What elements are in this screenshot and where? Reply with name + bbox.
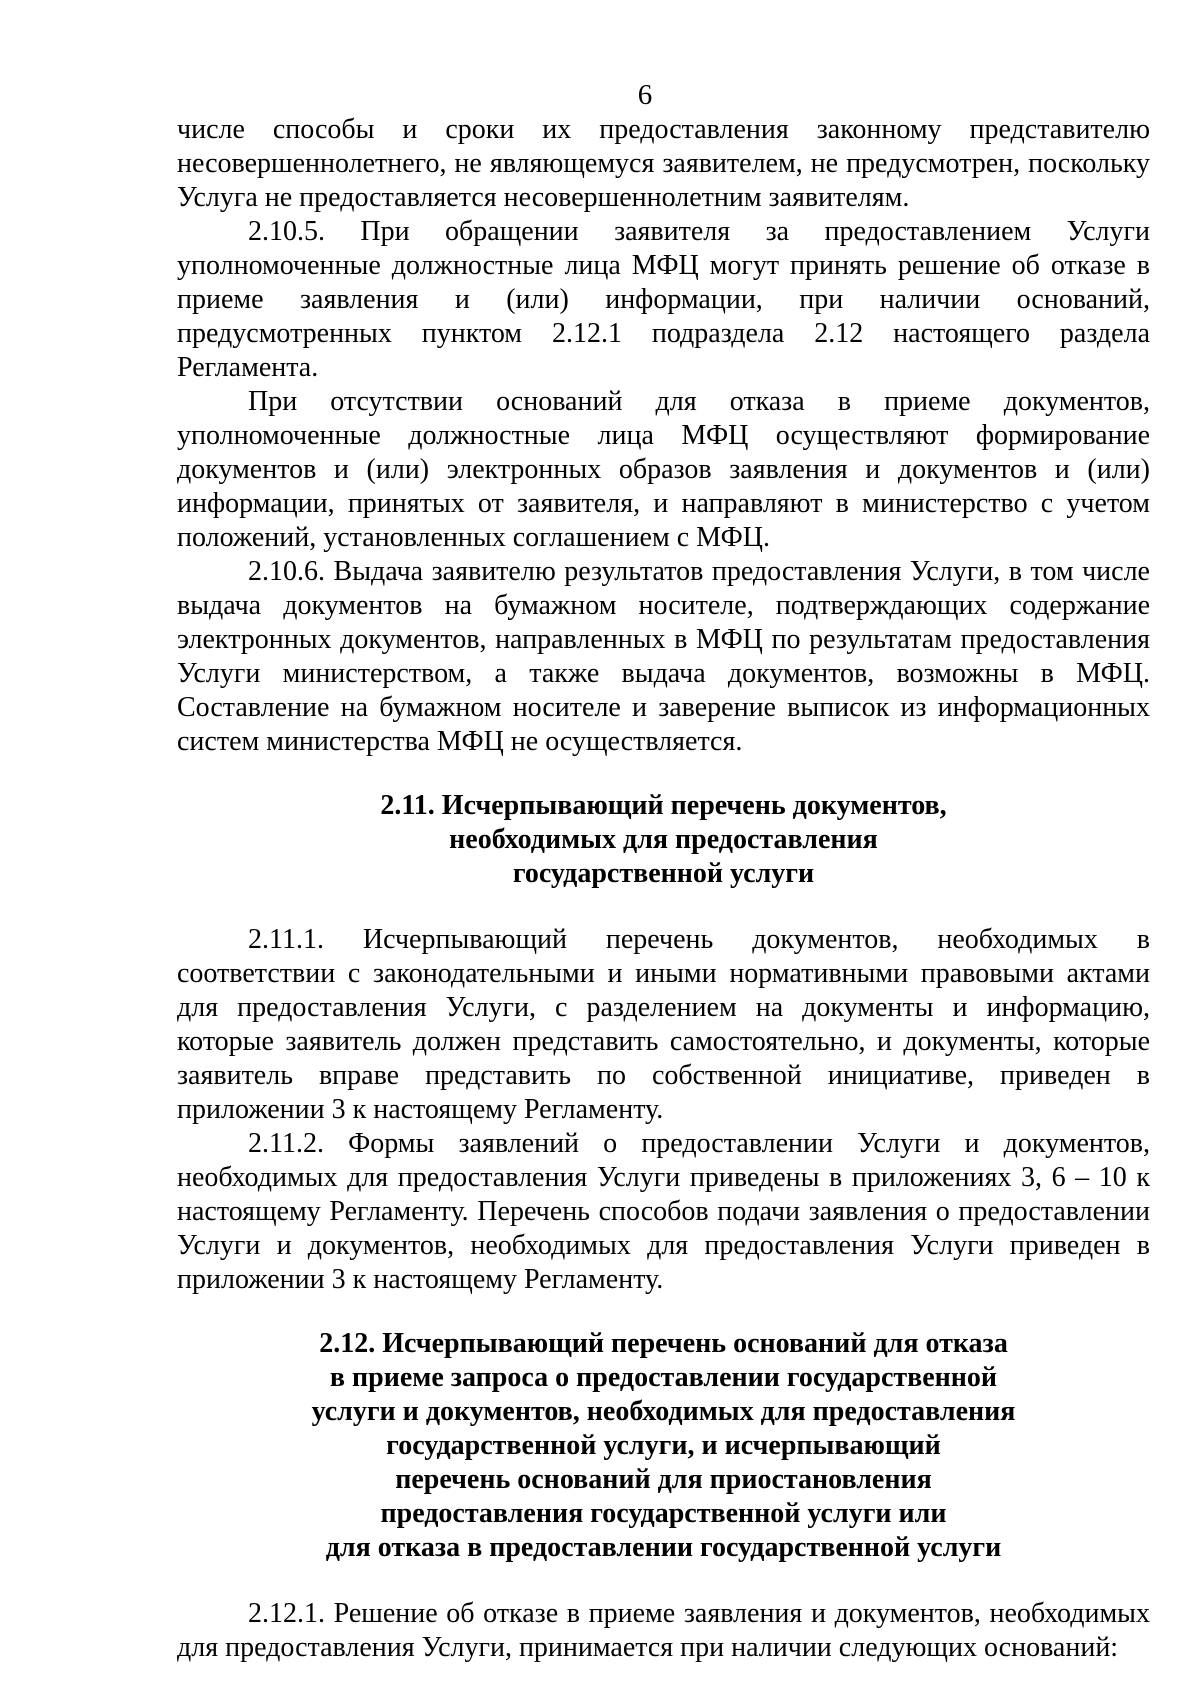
heading-2-11-line: необходимых для предоставления bbox=[449, 824, 878, 855]
paragraph-absence-of-grounds: При отсутствии оснований для отказа в приеме документов, уполномоченные должностные лица МФЦ осуществляют формирование документов и (или) электронных образов заявления и документов и (или) информации, принятых от заявителя, и направляют в министерство с учетом положений, установленных соглашением с МФЦ. bbox=[177, 386, 1150, 553]
heading-2-12-line: 2.12. Исчерпывающий перечень оснований для отказа bbox=[319, 1328, 1008, 1359]
document-body bbox=[177, 113, 1150, 1665]
paragraph-2-11-2: 2.11.2. Формы заявлений о предоставлении Услуги и документов, необходимых для предоставления Услуги приведены в приложениях 3, 6 – 10 к настоящему Регламенту. Перечень способов подачи заявления о предоставлении Услуги и документов, необходимых для предоставления Услуги приведен в приложении 3 к настоящему Регламенту. bbox=[177, 1128, 1150, 1295]
paragraph-2-10-5: 2.10.5. При обращении заявителя за предоставлением Услуги уполномоченные должностные лица МФЦ могут принять решение об отказе в приеме заявления и (или) информации, при наличии оснований, предусмотренных пунктом 2.12.1 подраздела 2.12 настоящего раздела Регламента. bbox=[177, 216, 1150, 383]
page-number: 6 bbox=[637, 79, 653, 111]
heading-2-12-line: перечень оснований для приостановления bbox=[395, 1464, 932, 1495]
paragraph-2-10-6: 2.10.6. Выдача заявителю результатов предоставления Услуги, в том числе выдача документов на бумажном носителе, подтверждающих содержание электронных документов, направленных в МФЦ по результатам предоставления Услуги министерством, а также выдача документов, возможны в МФЦ. Составление на бумажном носителе и заверение выписок из информационных систем министерства МФЦ не осуществляется. bbox=[177, 556, 1150, 757]
paragraph-continuation: числе способы и сроки их предоставления законному представителю несовершеннолетнего, не являющемуся заявителем, не предусмотрен, поскольку Услуга не предоставляется несовершеннолетним заявителям. bbox=[177, 114, 1150, 213]
paragraph-2-11-1: 2.11.1. Исчерпывающий перечень документов, необходимых в соответствии с законодательными и иными нормативными правовыми актами для предоставления Услуги, с разделением на документы и информацию, которые заявитель должен представить самостоятельно, и документы, которые заявитель вправе представить по собственной инициативе, приведен в приложении 3 к настоящему Регламенту. bbox=[177, 924, 1150, 1125]
section-heading-2-12 bbox=[177, 1327, 1150, 1565]
heading-2-12-line: услуги и документов, необходимых для предоставления bbox=[311, 1396, 1016, 1427]
heading-2-11-line: 2.11. Исчерпывающий перечень документов, bbox=[380, 790, 947, 821]
heading-2-11-line: государственной услуги bbox=[512, 858, 815, 889]
heading-2-12-line: предоставления государственной услуги или bbox=[380, 1498, 947, 1529]
heading-2-12-line: для отказа в предоставлении государственной услуги bbox=[325, 1532, 1002, 1563]
paragraph-2-12-1: 2.12.1. Решение об отказе в приеме заявления и документов, необходимых для предоставления Услуги, принимается при наличии следующих оснований: bbox=[177, 1598, 1150, 1663]
heading-2-12-line: в приеме запроса о предоставлении государственной bbox=[329, 1362, 998, 1393]
section-heading-2-11 bbox=[177, 789, 1150, 891]
heading-2-12-line: государственной услуги, и исчерпывающий bbox=[386, 1430, 941, 1461]
